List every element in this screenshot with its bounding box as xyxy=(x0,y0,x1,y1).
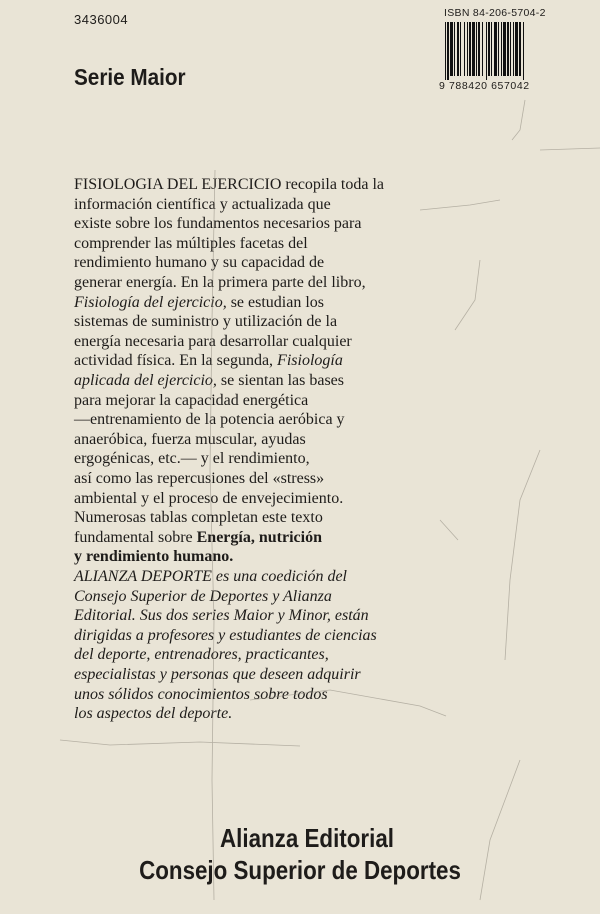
description-segment: se sientan las bases xyxy=(216,371,344,389)
description-segment: fundamental sobre xyxy=(74,528,197,546)
description-line: para mejorar la capacidad energética xyxy=(74,391,309,409)
description-line: energía necesaria para desarrollar cualquier xyxy=(74,332,352,350)
barcode-bar xyxy=(467,22,468,76)
part1-title: Fisiología del ejercicio, xyxy=(74,293,227,311)
publisher-csd: Consejo Superior de Deportes xyxy=(139,855,461,885)
collection-note xyxy=(74,567,454,724)
barcode-bar xyxy=(460,22,461,76)
description-line: anaeróbica, fuerza muscular, ayudas xyxy=(74,430,306,448)
barcode-bar xyxy=(469,22,471,76)
description-line: rendimiento humano y su capacidad de xyxy=(74,254,325,272)
barcode-bar xyxy=(478,22,480,76)
description-line: ambiental y el proceso de envejecimiento. xyxy=(74,489,344,507)
description-line: así como las repercusiones del «stress» xyxy=(74,469,325,487)
description-line: ergogénicas, etc.— y el rendimiento, xyxy=(74,450,310,468)
collection-line: del deporte, entrenadores, practicantes, xyxy=(74,646,329,664)
part2-title-a: Fisiología xyxy=(277,352,343,370)
publisher-alianza: Alianza Editorial xyxy=(220,823,394,853)
barcode-bar xyxy=(486,22,487,80)
barcode-bar xyxy=(447,22,449,80)
description-line-part2 xyxy=(74,351,454,371)
barcode-bar xyxy=(464,22,465,76)
barcode-bar xyxy=(510,22,511,76)
description-line: —entrenamiento de la potencia aeróbica y xyxy=(74,411,345,429)
barcode-bar xyxy=(488,22,490,76)
description-line: FISIOLOGIA DEL EJERCICIO recopila toda la xyxy=(74,176,385,193)
description-segment: actividad física. En la segunda, xyxy=(74,352,278,370)
collection-line: los aspectos del deporte. xyxy=(74,705,233,723)
collection-line: dirigidas a profesores y estudiantes de ciencias xyxy=(74,626,377,644)
collection-line: unos sólidos conocimientos sobre todos xyxy=(74,685,328,703)
description-line: comprender las múltiples facetas del xyxy=(74,234,308,252)
series-title: Serie Maior xyxy=(74,64,186,90)
publisher-block xyxy=(0,822,600,886)
subtitle-bold-a: Energía, nutrición xyxy=(196,528,322,546)
description-line: existe sobre los fundamentos necesarios para xyxy=(74,215,362,233)
description-line-subtitle-end xyxy=(74,547,454,567)
barcode-bar xyxy=(482,22,483,76)
barcode-bar xyxy=(519,22,521,76)
collection-line: Editorial. Sus dos series Maior y Minor, están xyxy=(74,607,369,625)
catalog-code: 3436004 xyxy=(74,12,129,27)
barcode-bar xyxy=(457,22,459,76)
collection-line: Consejo Superior de Deportes y Alianza xyxy=(74,587,332,605)
barcode-bar xyxy=(450,22,453,76)
subtitle-bold-b: y rendimiento humano. xyxy=(74,548,234,566)
description-line: información científica y actualizada que xyxy=(74,195,331,213)
description-line: generar energía. En la primera parte del libro, xyxy=(74,273,366,291)
isbn-label: ISBN 84-206-5704-2 xyxy=(444,7,546,19)
barcode-bar xyxy=(503,22,506,76)
description-line-subtitle xyxy=(74,528,454,548)
barcode-bar xyxy=(515,22,518,76)
description-line: sistemas de suministro y utilización de la xyxy=(74,313,338,331)
collection-line: ALIANZA DEPORTE es una coedición del xyxy=(74,568,347,585)
description-line: Numerosas tablas completan este texto xyxy=(74,509,323,527)
description-line-part1 xyxy=(74,293,454,313)
barcode-bar xyxy=(523,22,524,80)
book-description xyxy=(74,175,454,567)
barcode-bar xyxy=(513,22,514,76)
collection-line: especialistas y personas que deseen adquirir xyxy=(74,665,361,683)
barcode-bar xyxy=(491,22,492,76)
description-segment: se estudian los xyxy=(226,293,325,311)
barcode-bar xyxy=(507,22,509,76)
description-line-part2b xyxy=(74,371,454,391)
barcode-digits: 9 788420 657042 xyxy=(439,80,530,92)
barcode-bar xyxy=(498,22,499,76)
barcode-graphic xyxy=(444,22,558,80)
barcode-bar xyxy=(476,22,477,76)
barcode-bar xyxy=(472,22,475,76)
barcode-bar xyxy=(445,22,446,80)
part2-title-b: aplicada del ejercicio, xyxy=(74,371,217,389)
barcode-bar xyxy=(501,22,502,76)
barcode-bar xyxy=(454,22,455,76)
barcode-bar xyxy=(494,22,497,76)
